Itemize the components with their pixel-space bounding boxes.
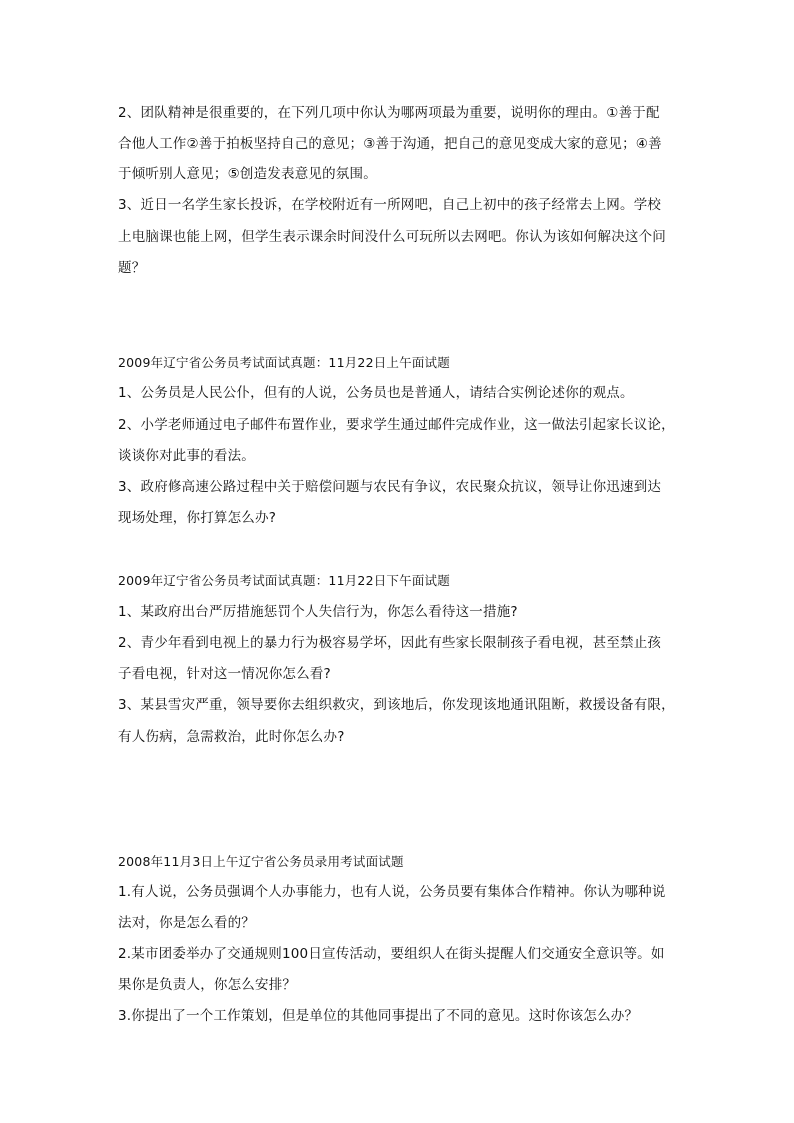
section-heading-2009-morning: 2009年辽宁省公务员考试面试真题：11月22日上午面试题 xyxy=(118,355,450,370)
question-2008-1-line-1: 1.有人说，公务员强调个人办事能力，也有人说，公务员要有集体合作精神。你认为哪种说 xyxy=(118,884,666,900)
morning-question-2-line-1: 2、小学老师通过电子邮件布置作业，要求学生通过邮件完成作业，这一做法引起家长议论， xyxy=(118,417,675,433)
question-3-internet-cafe-line-2: 上电脑课也能上网，但学生表示课余时间没什么可玩所以去网吧。你认为该如何解决这个问 xyxy=(118,229,666,245)
afternoon-question-3-line-2: 有人伤病，急需救治，此时你怎么办? xyxy=(118,729,345,745)
question-2008-3: 3.你提出了一个工作策划，但是单位的其他同事提出了不同的意见。这时你该怎么办？ xyxy=(118,1008,639,1024)
section-heading-2009-afternoon: 2009年辽宁省公务员考试面试真题：11月22日下午面试题 xyxy=(118,573,450,588)
question-2008-2-line-1: 2.某市团委举办了交通规则100日宣传活动，要组织人在街头提醒人们交通安全意识等。如 xyxy=(118,946,665,962)
question-2-teamwork-line-1: 2、团队精神是很重要的，在下列几项中你认为哪两项最为重要，说明你的理由。①善于配 xyxy=(118,105,660,121)
morning-question-2-line-2: 谈谈你对此事的看法。 xyxy=(118,448,255,464)
question-2-teamwork-line-3: 于倾听别人意见；⑤创造发表意见的氛围。 xyxy=(118,166,377,182)
afternoon-question-3-line-1: 3、某县雪灾严重，领导要你去组织救灾，到该地后，你发现该地通讯阻断，救援设备有限， xyxy=(118,697,675,713)
afternoon-question-2-line-2: 子看电视，针对这一情况你怎么看? xyxy=(118,666,331,682)
question-3-internet-cafe-line-1: 3、近日一名学生家长投诉，在学校附近有一所网吧，自己上初中的孩子经常去上网。学校 xyxy=(118,197,662,213)
afternoon-question-1: 1、某政府出台严厉措施惩罚个人失信行为，你怎么看待这一措施? xyxy=(118,604,518,620)
question-2008-2-line-2: 果你是负责人，你怎么安排？ xyxy=(118,977,297,993)
section-heading-2008: 2008年11月3日上午辽宁省公务员录用考试面试题 xyxy=(118,854,404,869)
question-2-teamwork-line-2: 合他人工作②善于拍板坚持自己的意见；③善于沟通，把自己的意见变成大家的意见；④善 xyxy=(118,136,662,152)
question-3-internet-cafe-line-3: 题？ xyxy=(118,260,146,276)
morning-question-1: 1、公务员是人民公仆，但有的人说，公务员也是普通人，请结合实例论述你的观点。 xyxy=(118,385,634,401)
afternoon-question-2-line-1: 2、青少年看到电视上的暴力行为极容易学坏，因此有些家长限制孩子看电视，甚至禁止孩 xyxy=(118,635,662,651)
morning-question-3-line-1: 3、政府修高速公路过程中关于赔偿问题与农民有争议，农民聚众抗议，领导让你迅速到达 xyxy=(118,479,662,495)
question-2008-1-line-2: 法对，你是怎么看的？ xyxy=(118,915,255,931)
morning-question-3-line-2: 现场处理，你打算怎么办? xyxy=(118,510,277,526)
